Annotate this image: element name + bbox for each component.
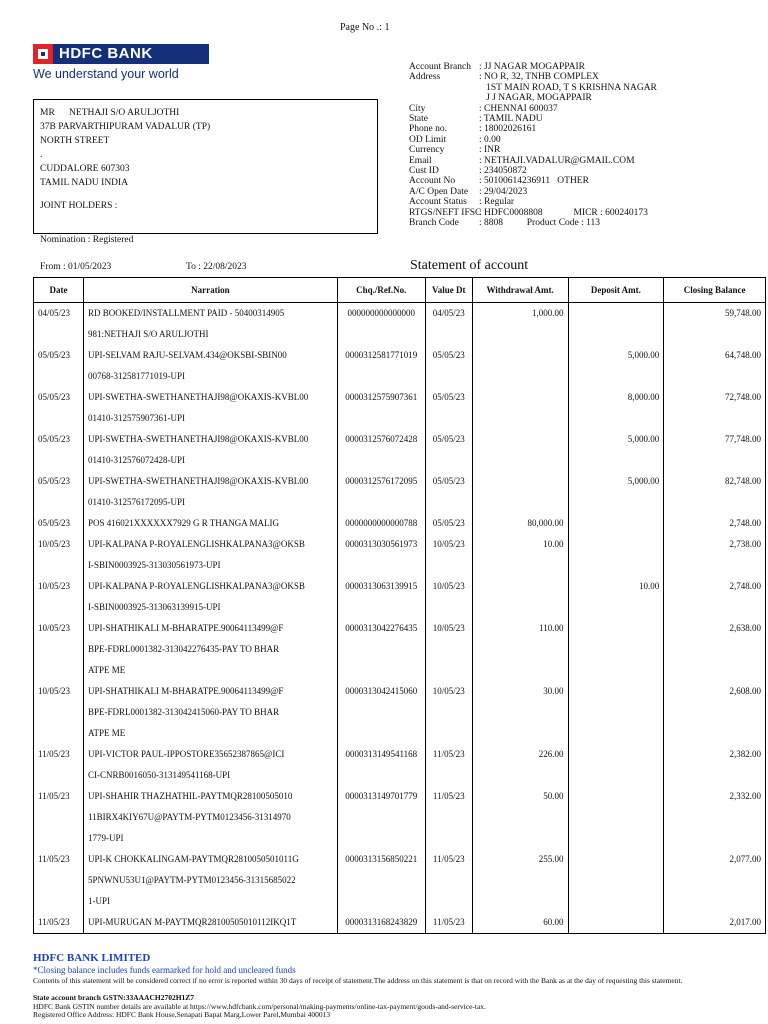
account-field-label: Phone no. [409, 124, 447, 135]
cell-ref-no: 000000000000000 [337, 303, 425, 346]
cell-deposit [568, 534, 664, 576]
cell-deposit [568, 303, 664, 346]
narration-line: BPE-FDRL0001382-313042415060-PAY TO BHAR [87, 707, 280, 717]
cell-withdrawal: 1,000.00 [472, 303, 568, 346]
cell-ref-no: 0000313063139915 [337, 576, 425, 618]
table-row [34, 345, 766, 387]
cell-ref-no: 0000312576172095 [337, 471, 425, 513]
transactions-table [33, 277, 766, 934]
cell-closing-balance: 2,608.00 [664, 681, 766, 744]
column-header-narration: Narration [83, 278, 337, 303]
account-field-label: OD Limit [409, 134, 447, 145]
account-field-value: : 234050872 [479, 166, 527, 176]
narration-line: UPI-SHAHIR THAZHATHIL-PAYTMQR28100505010 [87, 791, 293, 801]
cell-narration [83, 471, 337, 513]
account-field-label: Currency [409, 145, 445, 156]
narration-line: BPE-FDRL0001382-313042276435-PAY TO BHAR [87, 644, 280, 654]
cell-value-date: 10/05/23 [425, 576, 472, 618]
account-field-value: : NO R, 32, TNHB COMPLEX [479, 72, 599, 83]
cell-closing-balance: 2,638.00 [664, 618, 766, 681]
table-row [34, 429, 766, 471]
footer-disclaimer: Contents of this statement will be considered correct if no error is reported within 30 days of receipt of statement.The address on this statement is that on record with the Bank as at the day of requesting this statement. [33, 976, 683, 985]
cell-deposit: 5,000.00 [568, 345, 664, 387]
cell-withdrawal: 50.00 [472, 786, 568, 849]
account-field-label: Account No [409, 176, 456, 187]
table-row [34, 681, 766, 744]
account-field-value: : 50100614236911 OTHER [479, 176, 589, 187]
cell-date: 05/05/23 [34, 345, 84, 387]
cell-ref-no: 0000313149541168 [337, 744, 425, 786]
cell-ref-no: 0000313042415060 [337, 681, 425, 744]
table-row [34, 513, 766, 534]
narration-line: 1779-UPI [87, 833, 124, 843]
account-field-label: State [409, 114, 428, 124]
cell-ref-no: 0000313149701779 [337, 786, 425, 849]
narration-line: UPI-SELVAM RAJU-SELVAM.434@OKSBI-SBIN00 [87, 350, 287, 360]
table-row [34, 534, 766, 576]
account-field-value: : TAMIL NADU [479, 114, 543, 124]
cell-date: 11/05/23 [34, 849, 84, 912]
cell-value-date: 10/05/23 [425, 618, 472, 681]
account-field-value: : 18002026161 [479, 124, 537, 135]
cell-narration [83, 681, 337, 744]
column-header-closing-balance: Closing Balance [664, 278, 766, 303]
cell-narration [83, 744, 337, 786]
account-field-value: : HDFC0008808 MICR : 600240173 [479, 207, 648, 218]
customer-address-line: CUDDALORE 607303 [40, 164, 130, 174]
cell-withdrawal [472, 387, 568, 429]
narration-line: CI-CNRB0016050-313149541168-UPI [87, 770, 231, 780]
cell-withdrawal [472, 471, 568, 513]
cell-narration [83, 345, 337, 387]
column-header-withdrawal: Withdrawal Amt. [472, 278, 568, 303]
narration-line: 01410-312576072428-UPI [87, 455, 185, 465]
table-row [34, 786, 766, 849]
cell-narration [83, 429, 337, 471]
cell-deposit [568, 849, 664, 912]
cell-narration [83, 618, 337, 681]
cell-value-date: 05/05/23 [425, 345, 472, 387]
cell-ref-no: 0000313042276435 [337, 618, 425, 681]
cell-closing-balance: 2,332.00 [664, 786, 766, 849]
cell-value-date: 05/05/23 [425, 471, 472, 513]
cell-date: 05/05/23 [34, 429, 84, 471]
narration-line: 00768-312581771019-UPI [87, 371, 185, 381]
cell-withdrawal [472, 345, 568, 387]
cell-closing-balance: 2,017.00 [664, 912, 766, 934]
cell-ref-no: 0000313168243829 [337, 912, 425, 934]
table-row [34, 471, 766, 513]
cell-value-date: 05/05/23 [425, 429, 472, 471]
cell-value-date: 11/05/23 [425, 849, 472, 912]
narration-line: UPI-SHATHIKALI M-BHARATPE.90064113499@F [87, 686, 284, 696]
cell-ref-no: 0000312576072428 [337, 429, 425, 471]
cell-closing-balance: 82,748.00 [664, 471, 766, 513]
period-to: To : 22/08/2023 [186, 262, 247, 272]
account-field-label: Address [409, 72, 441, 83]
customer-name: MR NETHAJI S/O ARULJOTHI [40, 108, 180, 118]
cell-date: 10/05/23 [34, 534, 84, 576]
bank-logo [33, 44, 209, 81]
cell-withdrawal: 255.00 [472, 849, 568, 912]
column-header-date: Date [34, 278, 84, 303]
cell-withdrawal [472, 429, 568, 471]
table-row [34, 303, 766, 346]
account-field-value: : NETHAJI.VADALUR@GMAIL.COM [479, 155, 635, 166]
customer-address-line: . [40, 150, 43, 160]
cell-date: 11/05/23 [34, 912, 84, 934]
narration-line: POS 416021XXXXXX7929 G R THANGA MALIG [87, 518, 280, 528]
account-field-label: Cust ID [409, 166, 439, 176]
narration-line: 981:NETHAJI S/O ARULJOTHI [87, 329, 209, 339]
narration-line: I-SBIN0003925-313063139915-UPI [87, 602, 221, 612]
narration-line: 01410-312576172095-UPI [87, 497, 185, 507]
customer-address-line: NORTH STREET [40, 136, 110, 146]
account-field-value: : INR [479, 145, 501, 156]
table-row [34, 618, 766, 681]
cell-value-date: 11/05/23 [425, 786, 472, 849]
statement-title: Statement of account [410, 258, 529, 273]
cell-narration [83, 786, 337, 849]
joint-holders: JOINT HOLDERS : [40, 201, 118, 211]
cell-closing-balance: 64,748.00 [664, 345, 766, 387]
cell-closing-balance: 59,748.00 [664, 303, 766, 346]
footer-gstin-info: HDFC Bank GSTIN number details are available at https://www.hdfcbank.com/personal/making-payments/online-tax-payment/goods-and-service-tax. [33, 1002, 486, 1011]
cell-deposit: 8,000.00 [568, 387, 664, 429]
narration-line: UPI-SWETHA-SWETHANETHAJI98@OKAXIS-KVBL00 [87, 392, 309, 402]
hdfc-logo-icon [33, 44, 53, 64]
cell-ref-no: 0000312575907361 [337, 387, 425, 429]
narration-line: UPI-MURUGAN M-PAYTMQR28100505010112IKQ1T [87, 917, 297, 927]
account-field-value: : CHENNAI 600037 [479, 103, 558, 114]
cell-deposit [568, 681, 664, 744]
cell-closing-balance: 2,748.00 [664, 513, 766, 534]
column-header-deposit: Deposit Amt. [568, 278, 664, 303]
narration-line: UPI-SHATHIKALI M-BHARATPE.90064113499@F [87, 623, 284, 633]
table-row [34, 387, 766, 429]
narration-line: 5PNWNU53U1@PAYTM-PYTM0123456-31315685022 [87, 875, 296, 885]
cell-closing-balance: 2,738.00 [664, 534, 766, 576]
cell-value-date: 10/05/23 [425, 534, 472, 576]
cell-value-date: 11/05/23 [425, 912, 472, 934]
account-field-label: Email [409, 155, 432, 166]
cell-narration [83, 576, 337, 618]
account-field-value: : 8808 Product Code : 113 [479, 218, 601, 228]
footer-gstin: State account branch GSTN:33AAACH2702H1Z7 [33, 993, 195, 1002]
narration-line: UPI-KALPANA P-ROYALENGLISHKALPANA3@OKSB [87, 539, 305, 549]
narration-line: 1-UPI [87, 896, 110, 906]
column-header-value-date: Value Dt [425, 278, 472, 303]
table-row [34, 744, 766, 786]
cell-narration [83, 534, 337, 576]
cell-deposit: 5,000.00 [568, 471, 664, 513]
narration-line: UPI-VICTOR PAUL-IPPOSTORE35652387865@ICI [87, 749, 285, 759]
account-field-value: : 0.00 [479, 134, 501, 145]
cell-value-date: 11/05/23 [425, 744, 472, 786]
narration-line: UPI-KALPANA P-ROYALENGLISHKALPANA3@OKSB [87, 581, 305, 591]
narration-line: RD BOOKED/INSTALLMENT PAID - 50400314905 [87, 308, 285, 318]
cell-closing-balance: 2,382.00 [664, 744, 766, 786]
cell-ref-no: 0000000000000788 [337, 513, 425, 534]
cell-withdrawal [472, 576, 568, 618]
account-details [409, 62, 768, 237]
period-from: From : 01/05/2023 [40, 262, 112, 272]
cell-narration [83, 303, 337, 346]
cell-deposit [568, 744, 664, 786]
cell-deposit [568, 513, 664, 534]
column-header-ref: Chq./Ref.No. [337, 278, 425, 303]
page-number: Page No .: 1 [340, 22, 390, 33]
cell-narration [83, 849, 337, 912]
table-row [34, 576, 766, 618]
cell-date: 10/05/23 [34, 681, 84, 744]
narration-line: ATPE ME [87, 665, 126, 675]
customer-address-line: 37B PARVARTHIPURAM VADALUR (TP) [40, 122, 211, 132]
table-row [34, 849, 766, 912]
cell-value-date: 05/05/23 [425, 387, 472, 429]
footer-bank-name: HDFC BANK LIMITED [33, 952, 151, 964]
cell-withdrawal: 60.00 [472, 912, 568, 934]
cell-value-date: 05/05/23 [425, 513, 472, 534]
account-field-label: RTGS/NEFT IFSC [409, 207, 482, 218]
narration-line: UPI-SWETHA-SWETHANETHAJI98@OKAXIS-KVBL00 [87, 476, 309, 486]
cell-date: 10/05/23 [34, 618, 84, 681]
cell-withdrawal: 80,000.00 [472, 513, 568, 534]
cell-narration [83, 387, 337, 429]
cell-deposit: 10.00 [568, 576, 664, 618]
customer-address-line: TAMIL NADU INDIA [40, 178, 129, 188]
narration-line: I-SBIN0003925-313030561973-UPI [87, 560, 221, 570]
cell-date: 04/05/23 [34, 303, 84, 346]
cell-withdrawal: 30.00 [472, 681, 568, 744]
table-header-row [34, 278, 766, 303]
cell-closing-balance: 72,748.00 [664, 387, 766, 429]
narration-line: UPI-SWETHA-SWETHANETHAJI98@OKAXIS-KVBL00 [87, 434, 309, 444]
cell-closing-balance: 2,077.00 [664, 849, 766, 912]
customer-address-box [33, 99, 378, 234]
narration-line: UPI-K CHOKKALINGAM-PAYTMQR2810050501011G [87, 854, 299, 864]
cell-withdrawal: 10.00 [472, 534, 568, 576]
table-row [34, 912, 766, 934]
cell-closing-balance: 77,748.00 [664, 429, 766, 471]
footer-balance-note: *Closing balance includes funds earmarked for hold and uncleared funds [33, 965, 296, 975]
account-field-value: : 29/04/2023 [479, 186, 528, 197]
cell-ref-no: 0000313156850221 [337, 849, 425, 912]
cell-narration [83, 912, 337, 934]
cell-date: 05/05/23 [34, 471, 84, 513]
account-field-value: : Regular [479, 197, 515, 208]
cell-withdrawal: 226.00 [472, 744, 568, 786]
cell-value-date: 10/05/23 [425, 681, 472, 744]
cell-date: 11/05/23 [34, 786, 84, 849]
cell-closing-balance: 2,748.00 [664, 576, 766, 618]
bank-tagline: We understand your world [33, 67, 179, 81]
account-field-value: : JJ NAGAR MOGAPPAIR [479, 62, 586, 72]
account-field-label: City [409, 103, 426, 114]
cell-deposit [568, 786, 664, 849]
cell-deposit [568, 618, 664, 681]
cell-date: 11/05/23 [34, 744, 84, 786]
cell-date: 05/05/23 [34, 513, 84, 534]
cell-narration [83, 513, 337, 534]
cell-date: 05/05/23 [34, 387, 84, 429]
cell-ref-no: 0000312581771019 [337, 345, 425, 387]
account-field-label: Account Branch [409, 62, 471, 72]
cell-ref-no: 0000313030561973 [337, 534, 425, 576]
cell-date: 10/05/23 [34, 576, 84, 618]
cell-withdrawal: 110.00 [472, 618, 568, 681]
footer-registered-office: Registered Office Address: HDFC Bank House,Senapati Bapat Marg,Lower Parel,Mumbai 400013 [33, 1010, 331, 1019]
narration-line: 01410-312575907361-UPI [87, 413, 185, 423]
bank-name: HDFC BANK [53, 44, 209, 64]
nomination-status: Nomination : Registered [40, 235, 134, 245]
account-field-label: Account Status [409, 197, 467, 208]
narration-line: 11BIRX4KIY67U@PAYTM-PYTM0123456-31314970 [87, 812, 291, 822]
narration-line: ATPE ME [87, 728, 126, 738]
cell-deposit [568, 912, 664, 934]
cell-value-date: 04/05/23 [425, 303, 472, 346]
account-field-label: Branch Code [409, 218, 459, 228]
cell-deposit: 5,000.00 [568, 429, 664, 471]
account-field-value: J J NAGAR, MOGAPPAIR [479, 93, 592, 104]
account-field-label: A/C Open Date [409, 186, 469, 197]
account-field-value: 1ST MAIN ROAD, T S KRISHNA NAGAR [479, 82, 657, 93]
